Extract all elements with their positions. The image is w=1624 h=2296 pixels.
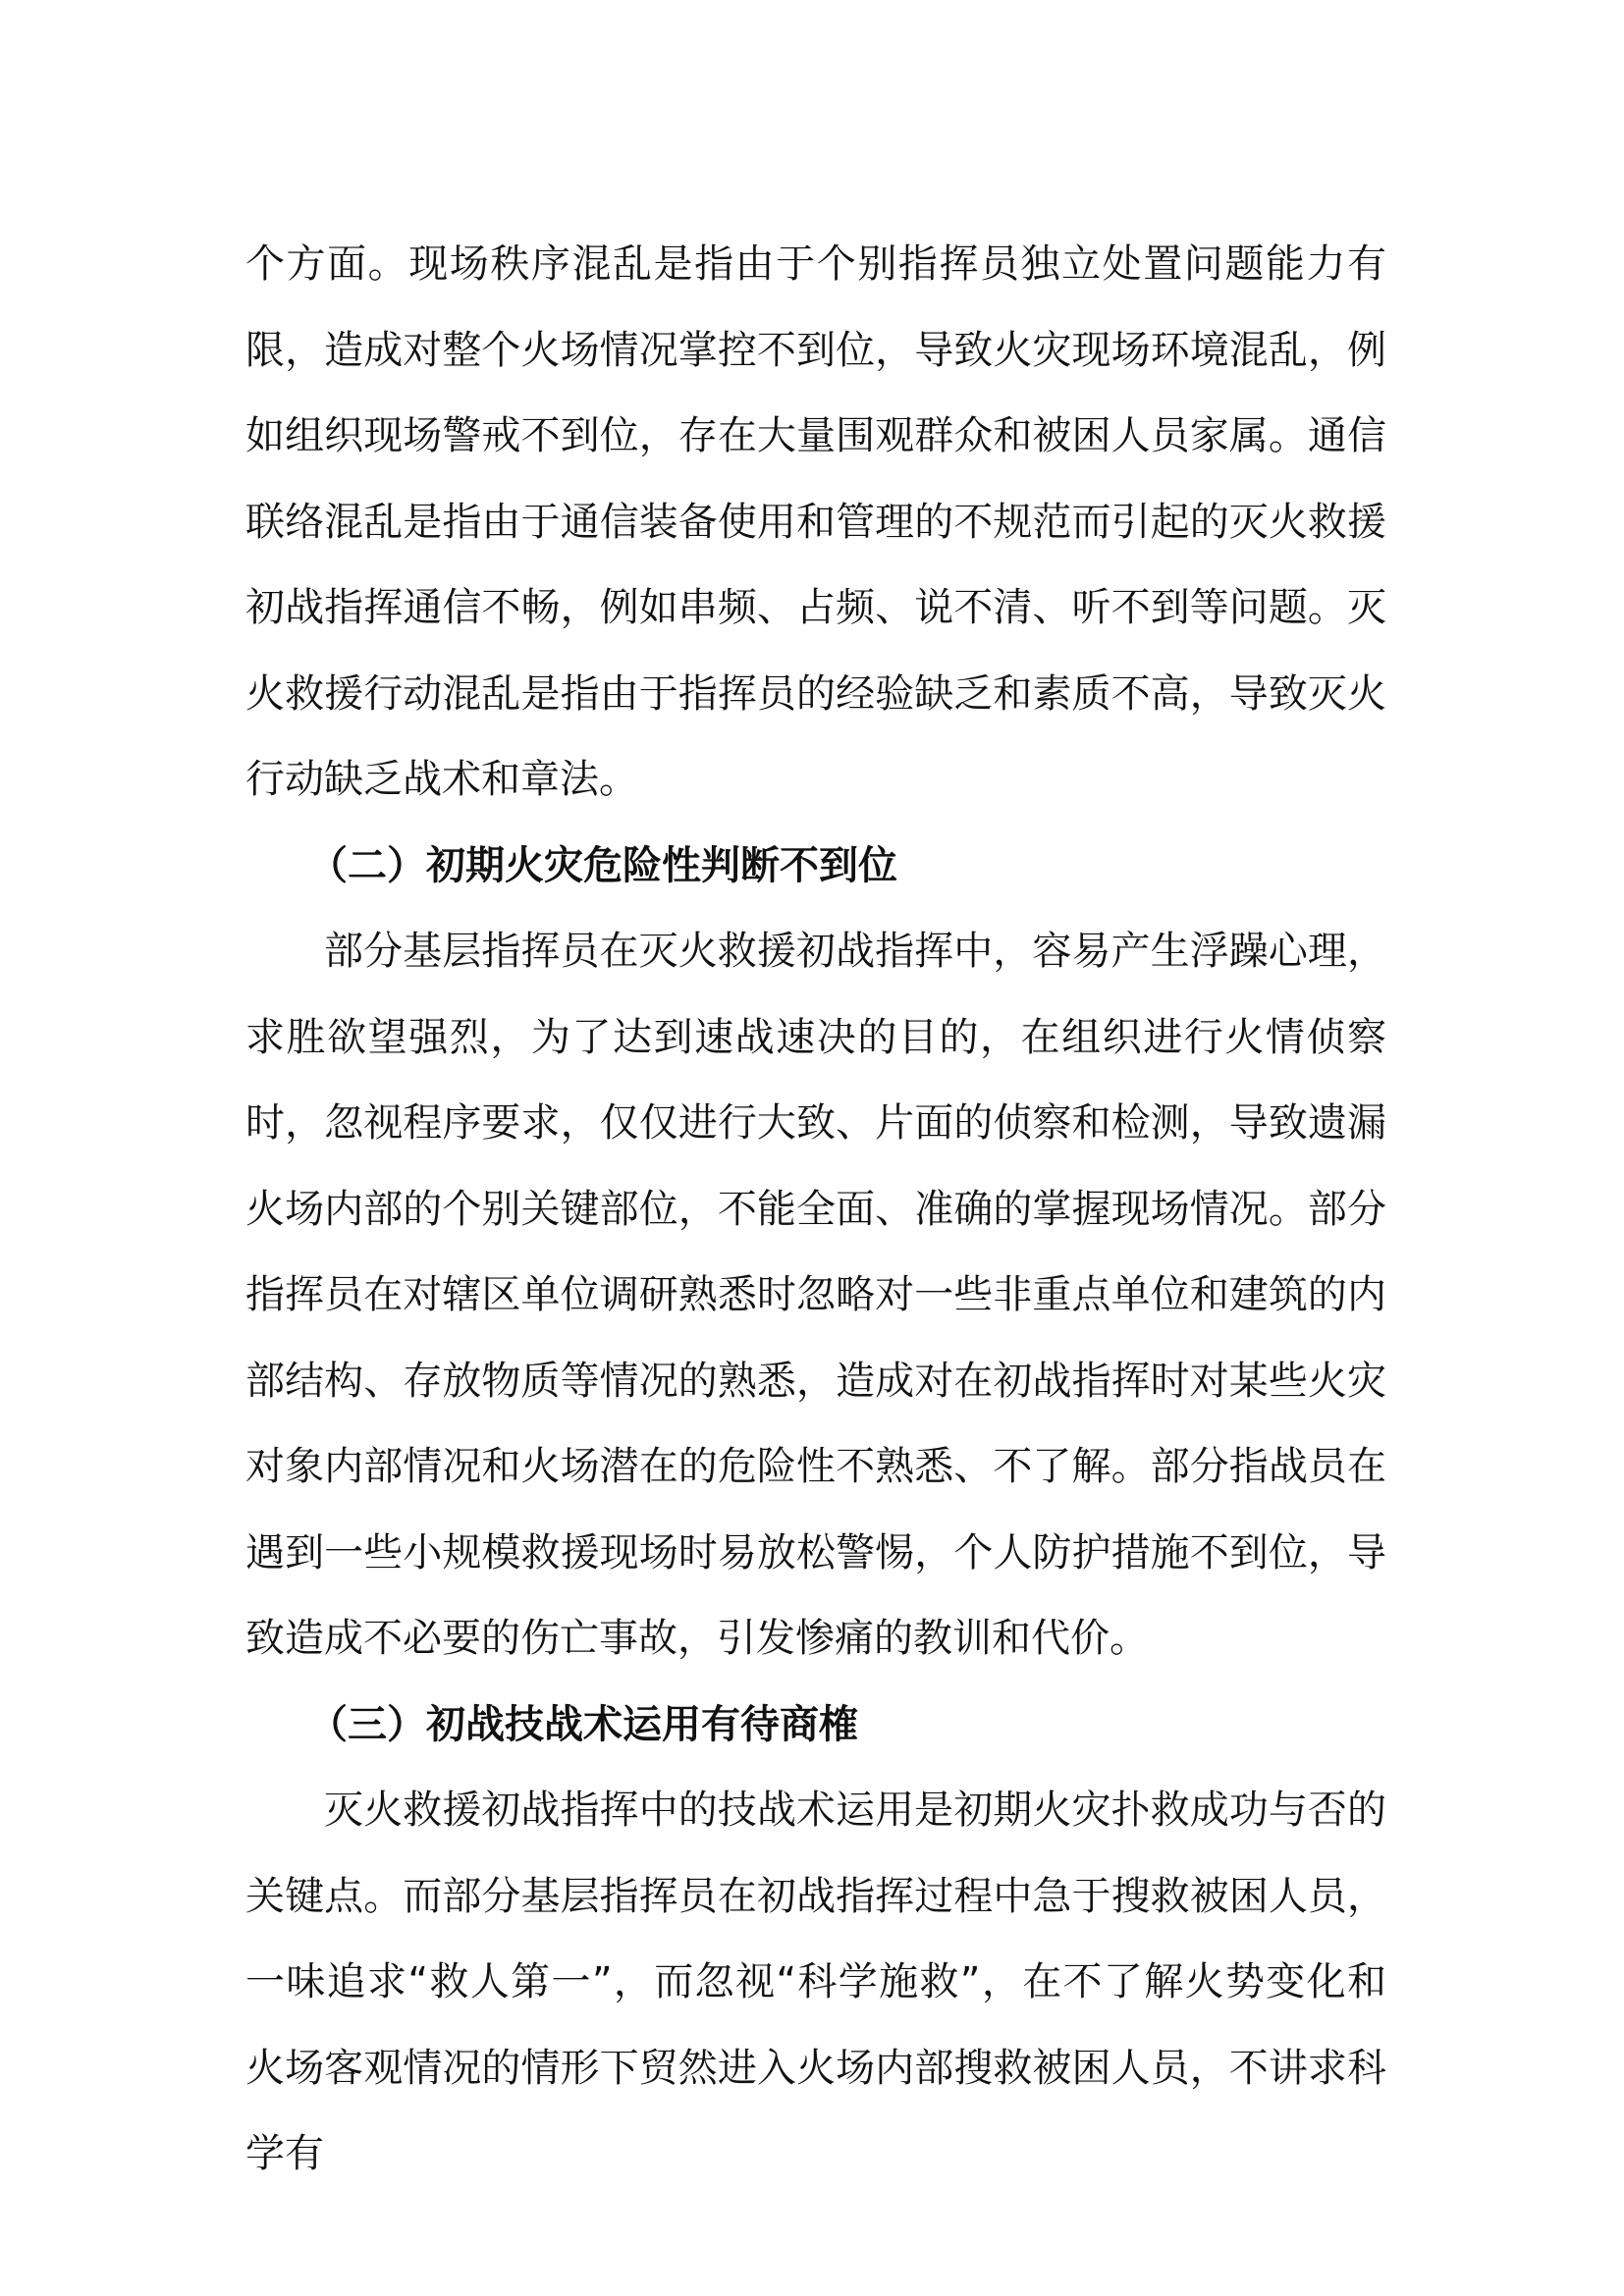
section-heading-2: （二）初期火灾危险性判断不到位 — [308, 842, 897, 888]
document-body — [245, 222, 1386, 2198]
paragraph-continued: 个方面。现场秩序混乱是指由于个别指挥员独立处置问题能力有限，造成对整个火场情况掌控不到位，导致火灾现场环境混乱，例如组织现场警戒不到位，存在大量围观群众和被困人员家属。通信联络混乱是指由于通信装备使用和管理的不规范而引起的灭火救援初战指挥通信不畅，例如串频、占频、说不清、听不到等问题。灭火救援行动混乱是指由于指挥员的经验缺乏和素质不高，导致灭火行动缺乏战术和章法。 — [245, 241, 1386, 802]
paragraph-tactics: 灭火救援初战指挥中的技战术运用是初期火灾扑救成功与否的关键点。而部分基层指挥员在初战指挥过程中急于搜救被困人员，一味追求“救人第一”，而忽视“科学施救”，在不了解火势变化和火场客观情况的情形下贸然进入火场内部搜救被困人员，不讲求科学有 — [245, 1788, 1386, 2176]
paragraph-risk-judgment: 部分基层指挥员在灭火救援初战指挥中，容易产生浮躁心理，求胜欲望强烈，为了达到速战速决的目的，在组织进行火情侦察时，忽视程序要求，仅仅进行大致、片面的侦察和检测，导致遗漏火场内部的个别关键部位，不能全面、准确的掌握现场情况。部分指挥员在对辖区单位调研熟悉时忽略对一些非重点单位和建筑的内部结构、存放物质等情况的熟悉，造成对在初战指挥时对某些火灾对象内部情况和火场潜在的危险性不熟悉、不了解。部分指战员在遇到一些小规模救援现场时易放松警惕，个人防护措施不到位，导致造成不必要的伤亡事故，引发惨痛的教训和代价。 — [245, 929, 1386, 1661]
section-heading-3: （三）初战技战术运用有待商榷 — [308, 1701, 858, 1747]
